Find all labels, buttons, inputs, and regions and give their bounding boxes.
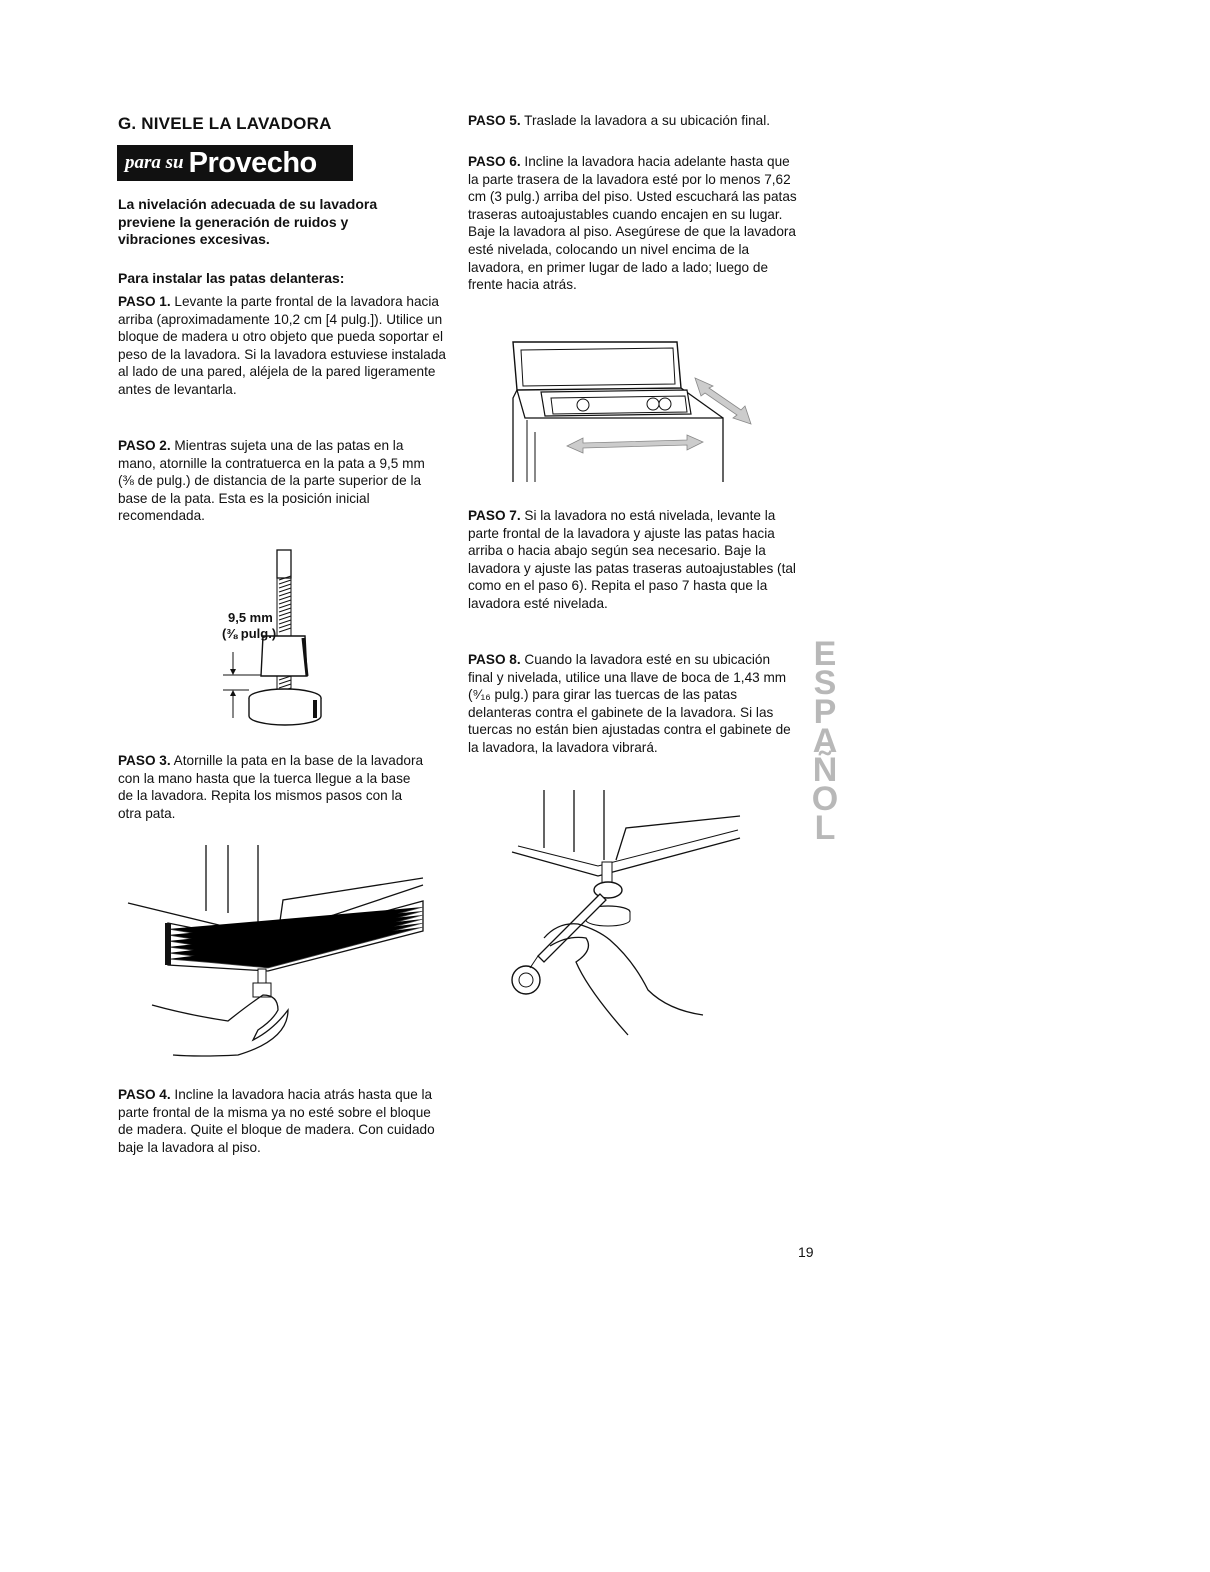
side-label-text: ESPAÑOL <box>811 635 839 847</box>
step-7 <box>468 507 798 613</box>
step-label: PASO 5. <box>468 113 521 128</box>
step-6 <box>468 153 802 294</box>
page-number: 19 <box>798 1244 814 1260</box>
step-5 <box>468 112 798 130</box>
intro-text: La nivelación adecuada de su lavadora previene la generación de ruidos y vibraciones excesivas. <box>118 196 378 247</box>
step-2 <box>118 437 436 525</box>
measure-mm: 9,5 mm <box>228 610 273 625</box>
step-label: PASO 3. <box>118 753 171 768</box>
step-text: Incline la lavadora hacia atrás hasta que la parte frontal de la misma ya no esté sobre el bloque de madera. Quite el bloque de madera. Con cuidado baje la lavadora al piso. <box>118 1087 435 1155</box>
subheading: Para instalar las patas delanteras: <box>118 270 345 286</box>
language-tab-espanol <box>805 635 845 847</box>
step-text: Atornille la pata en la base de la lavadora con la mano hasta que la tuerca llegue a la base de la lavadora. Repita los mismos pasos con la otra pata. <box>118 753 424 821</box>
para-su-provecho-badge <box>117 145 353 181</box>
leg-measurement-label <box>222 610 277 642</box>
step-label: PASO 7. <box>468 508 521 523</box>
step-label: PASO 2. <box>118 438 171 453</box>
step-8 <box>468 651 798 757</box>
wrench-tightening-illustration <box>498 790 748 1040</box>
step-text: Si la lavadora no está nivelada, levante la parte frontal de la lavadora y ajuste las patas hacia arriba o hacia abajo según sea necesario. Baje la lavadora y ajuste las patas traseras autoajustables (tal como en el paso 6). Repita el paso 7 hasta que la lavadora esté nivelada. <box>468 508 796 611</box>
step-label: PASO 4. <box>118 1087 171 1102</box>
leveling-leg-illustration <box>215 548 345 738</box>
step-text: Incline la lavadora hacia adelante hasta que la parte trasera de la lavadora esté por lo menos 7,62 cm (3 pulg.) arriba del piso. Usted escuchará las patas traseras autoajustables cuando encajen en su lugar. Baje la lavadora al piso. Asegúrese de que la lavadora esté nivelada, colocando un nivel encima de la lavadora, en primer lugar de lado a lado; luego de frente hacia atrás. <box>468 154 797 293</box>
step-3 <box>118 752 428 822</box>
badge-small-text: para su <box>125 152 184 173</box>
washer-level-illustration <box>505 338 770 488</box>
step-label: PASO 1. <box>118 294 171 309</box>
step-text: Mientras sujeta una de las patas en la mano, atornille la contratuerca en la pata a 9,5 mm (⅜ de pulg.) de distancia de la parte superior de la base de la pata. Esta es la posición inicial recomendada. <box>118 438 425 524</box>
step-label: PASO 8. <box>468 652 521 667</box>
step-label: PASO 6. <box>468 154 521 169</box>
badge-big-text: Provecho <box>188 146 317 179</box>
step-text: Levante la parte frontal de la lavadora hacia arriba (aproximadamente 10,2 cm [4 pulg.]). Utilice un bloque de madera u otro objeto que pueda soportar el peso de la lavadora. Si la lavadora estuviese instalada al lado de una pared, aléjela de la pared ligeramente antes de levantarla. <box>118 294 446 397</box>
step-1 <box>118 293 448 399</box>
step-text: Traslade la lavadora a su ubicación final. <box>520 113 771 128</box>
step-text: Cuando la lavadora esté en su ubicación final y nivelada, utilice una llave de boca de 1,43 mm (⁹⁄₁₆ pulg.) para girar las tuercas de las patas delanteras contra el gabinete de la lavadora. Si las tuercas no están bien ajustadas contra el gabinete de la lavadora, la lavadora vibrará. <box>468 652 791 755</box>
section-title: G. NIVELE LA LAVADORA <box>118 114 332 133</box>
step-4 <box>118 1086 448 1156</box>
wood-block-illustration <box>128 845 428 1065</box>
measure-inches: (⅜ pulg.) <box>222 626 277 641</box>
